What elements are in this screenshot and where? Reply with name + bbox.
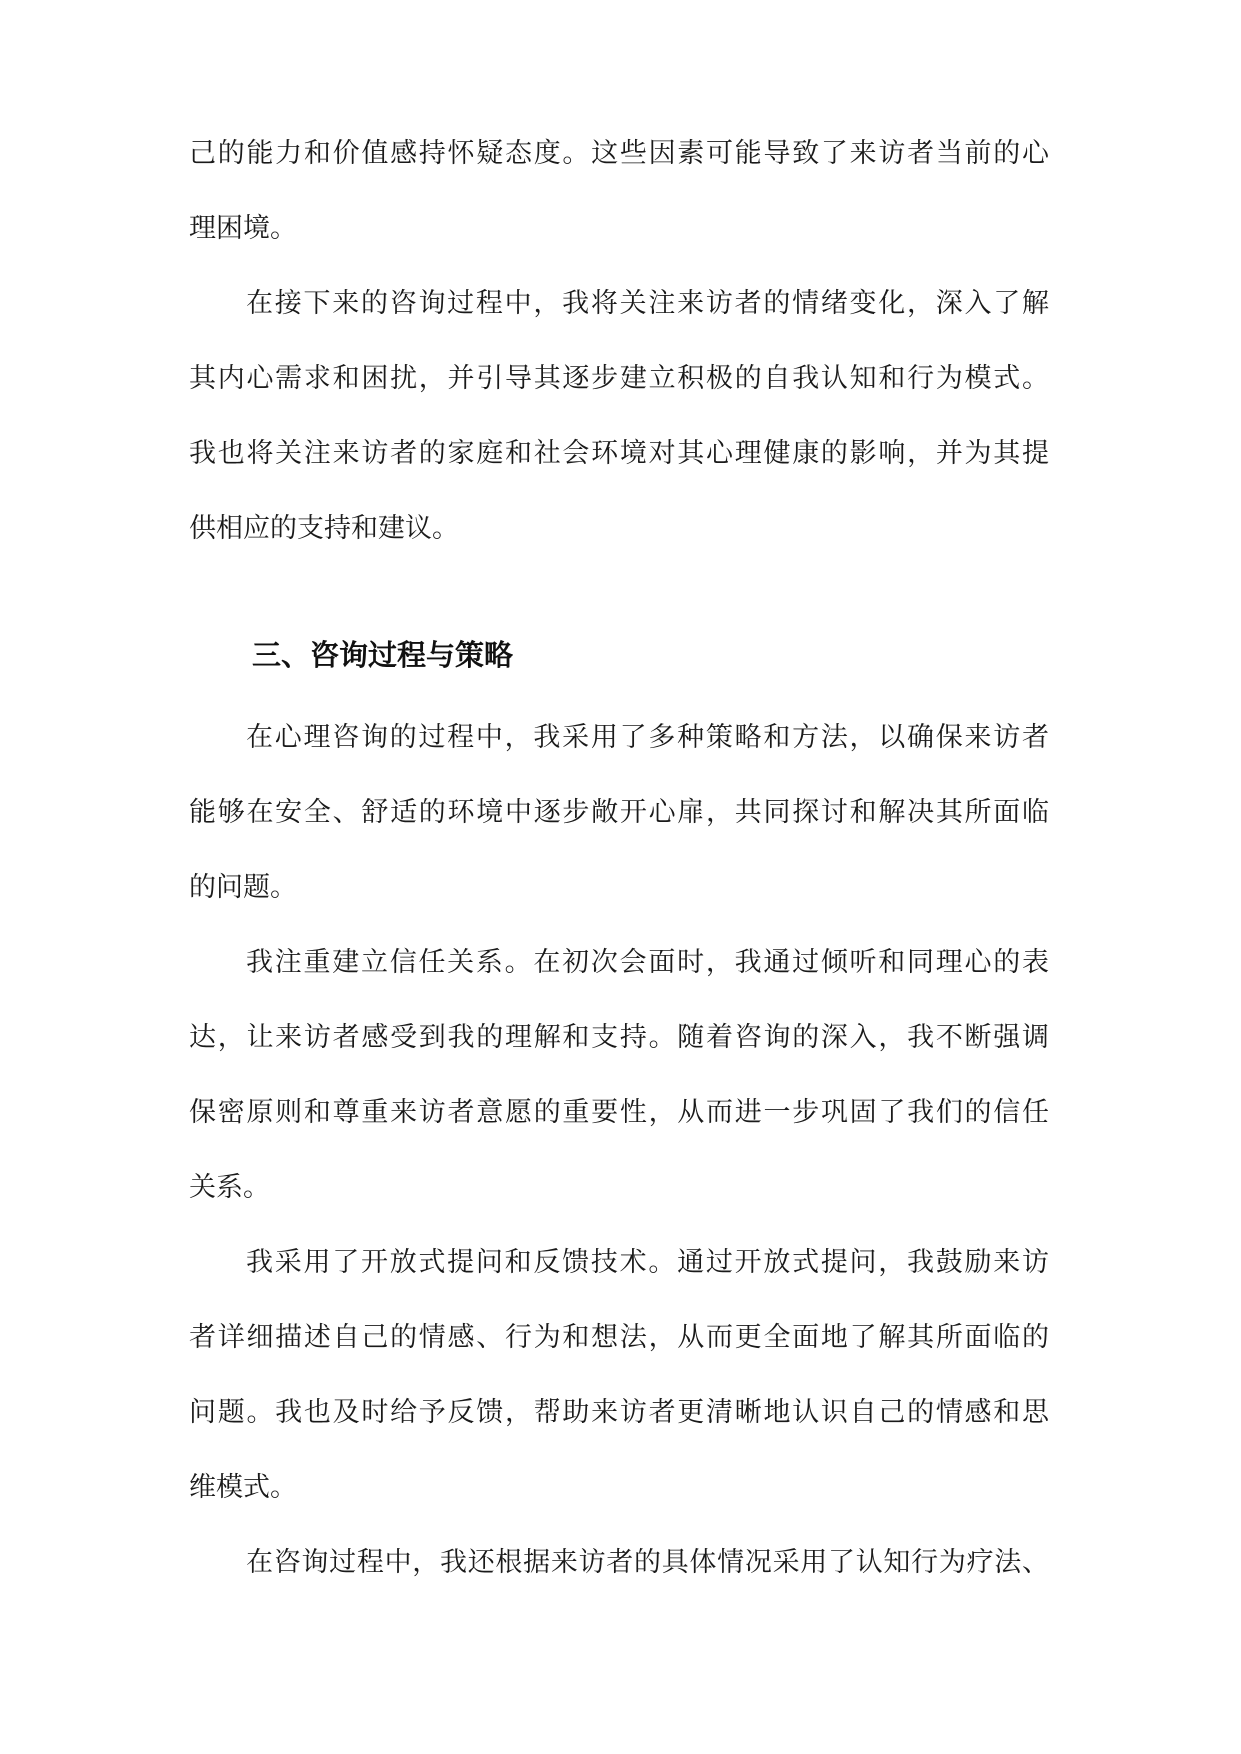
paragraph-line: 供相应的支持和建议。 — [189, 513, 459, 544]
paragraph-line: 我注重建立信任关系。在初次会面时，我通过倾听和同理心的表 — [246, 947, 1049, 978]
paragraph-line: 者详细描述自己的情感、行为和想法，从而更全面地了解其所面临的 — [189, 1322, 1049, 1353]
paragraph-line: 的问题。 — [189, 872, 297, 903]
paragraph-line: 维模式。 — [189, 1472, 297, 1503]
paragraph-line: 保密原则和尊重来访者意愿的重要性，从而进一步巩固了我们的信任 — [189, 1097, 1049, 1128]
section-heading: 三、咨询过程与策略 — [252, 638, 514, 672]
paragraph-line: 在接下来的咨询过程中，我将关注来访者的情绪变化，深入了解 — [246, 288, 1049, 319]
paragraph-line: 我采用了开放式提问和反馈技术。通过开放式提问，我鼓励来访 — [246, 1247, 1049, 1278]
paragraph-line: 关系。 — [189, 1172, 270, 1203]
paragraph-line: 其内心需求和困扰，并引导其逐步建立积极的自我认知和行为模式。 — [189, 363, 1049, 394]
paragraph-line: 己的能力和价值感持怀疑态度。这些因素可能导致了来访者当前的心 — [189, 138, 1049, 169]
paragraph-line: 能够在安全、舒适的环境中逐步敞开心扉，共同探讨和解决其所面临 — [189, 797, 1049, 828]
paragraph-line: 在心理咨询的过程中，我采用了多种策略和方法，以确保来访者 — [246, 722, 1049, 753]
paragraph-line: 在咨询过程中，我还根据来访者的具体情况采用了认知行为疗法、 — [246, 1547, 1049, 1578]
paragraph-line: 我也将关注来访者的家庭和社会环境对其心理健康的影响，并为其提 — [189, 438, 1049, 469]
paragraph-line: 理困境。 — [189, 213, 297, 244]
paragraph-line: 达，让来访者感受到我的理解和支持。随着咨询的深入，我不断强调 — [189, 1022, 1049, 1053]
paragraph-line: 问题。我也及时给予反馈，帮助来访者更清晰地认识自己的情感和思 — [189, 1397, 1049, 1428]
